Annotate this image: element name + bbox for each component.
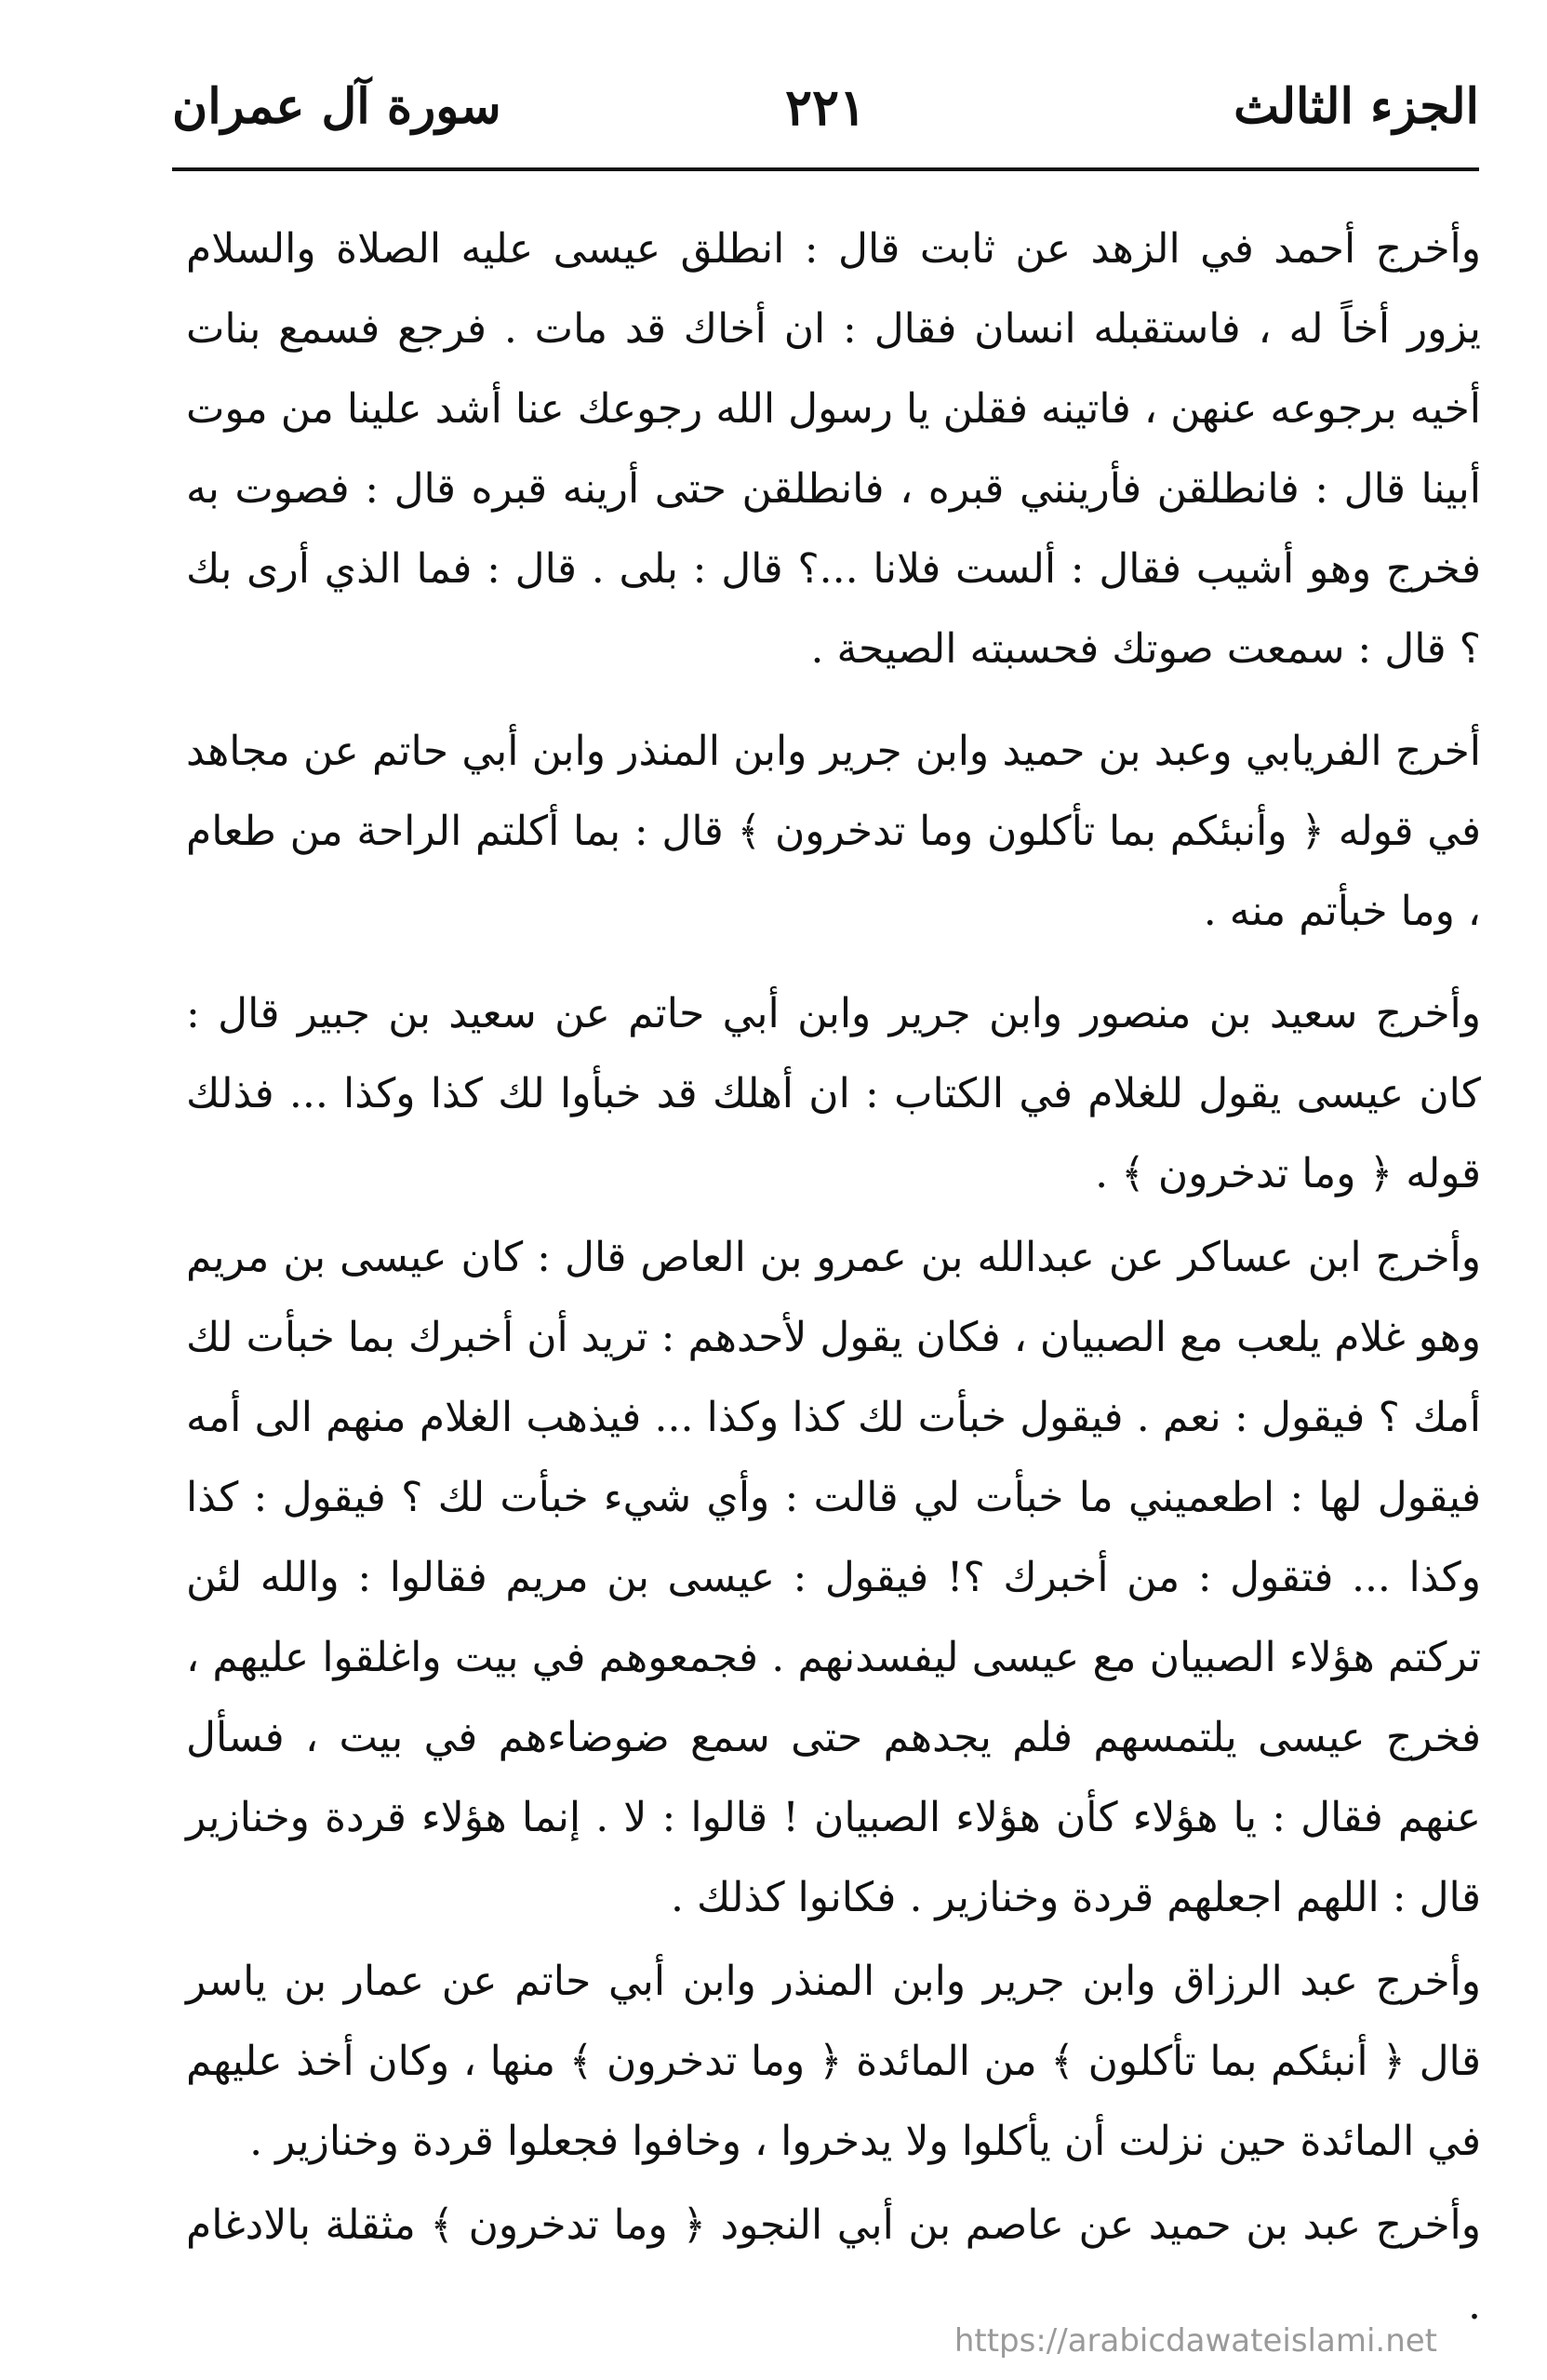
header-divider	[172, 167, 1479, 171]
paragraph-abd-ibn-humaid: وأخرج عبد بن حميد عن عاصم بن أبي النجود ﴿ وما تدخرون ﴾ مثقلة بالادغام .	[186, 2201, 1481, 2329]
page-number: ٢٢١	[784, 77, 866, 137]
paragraph-firyabi: أخرج الفريابي وعبد بن حميد وابن جرير وابن المنذر وابن أبي حاتم عن مجاهد في قوله ﴿ وأنبئكم بما تأكلون وما تدخرون ﴾ قال : بما أكلتم الراحة من طعام ، وما خبأتم منه .	[186, 728, 1481, 935]
paragraph-ibn-asakir: وأخرج ابن عساكر عن عبدالله بن عمرو بن العاص قال : كان عيسى بن مريم وهو غلام يلعب مع الصبيان ، فكان يقول لأحدهم : تريد أن أخبرك بما خبأت لك أمك ؟ فيقول : نعم . فيقول خبأت لك كذا وكذا ... فيذهب الغلام منهم الى أمه فيقول لها : اطعميني ما خبأت لي قالت : وأي شيء خبأت لك ؟ فيقول : كذا وكذا ... فتقول : من أخبرك ؟! فيقول : عيسى بن مريم فقالوا : والله لئن تركتم هؤلاء الصبيان مع عيسى ليفسدنهم . فجمعوهم في بيت واغلقوا عليهم ، فخرج عيسى يلتمسهم فلم يجدهم حتى سمع ضوضاءهم في بيت ، فسأل عنهم فقال : يا هؤلاء كأن هؤلاء الصبيان ! قالوا : لا . إنما هؤلاء قردة وخنازير قال : اللهم اجعلهم قردة وخنازير . فكانوا كذلك .	[186, 1234, 1481, 1921]
paragraph-ahmad: وأخرج أحمد في الزهد عن ثابت قال : انطلق عيسى عليه الصلاة والسلام يزور أخاً له ، فاستقبله انسان فقال : ان أخاك قد مات . فرجع فسمع بنات أخيه برجوعه عنهن ، فاتينه فقلن يا رسول الله رجوعك عنا أشد علينا من موت أبينا قال : فانطلقن فأرينني قبره ، فانطلقن حتى أرينه قبره قال : فصوت به فخرج وهو أشيب فقال : ألست فلانا ...؟ قال : بلى . قال : فما الذي أرى بك ؟ قال : سمعت صوتك فحسبته الصيحة .	[186, 225, 1481, 673]
paragraph-abd-razzaq: وأخرج عبد الرزاق وابن جرير وابن المنذر وابن أبي حاتم عن عمار بن ياسر قال ﴿ أنبئكم بما تأكلون ﴾ من المائدة ﴿ وما تدخرون ﴾ منها ، وكان أخذ عليهم في المائدة حين نزلت أن يأكلوا ولا يدخروا ، وخافوا فجعلوا قردة وخنازير .	[186, 1958, 1481, 2165]
surah-title: سورة آل عمران	[172, 78, 501, 135]
part-title: الجزء الثالث	[1234, 78, 1479, 135]
paragraph-said: وأخرج سعيد بن منصور وابن جرير وابن أبي حاتم عن سعيد بن جبير قال : كان عيسى يقول للغلام في الكتاب : ان أهلك قد خبأوا لك كذا وكذا ... فذلك قوله ﴿ وما تدخرون ﴾ .	[186, 990, 1481, 1197]
running-header	[172, 70, 1479, 144]
watermark-url: https://arabicdawateislami.net	[954, 2322, 1437, 2360]
text-body	[186, 209, 1481, 2346]
